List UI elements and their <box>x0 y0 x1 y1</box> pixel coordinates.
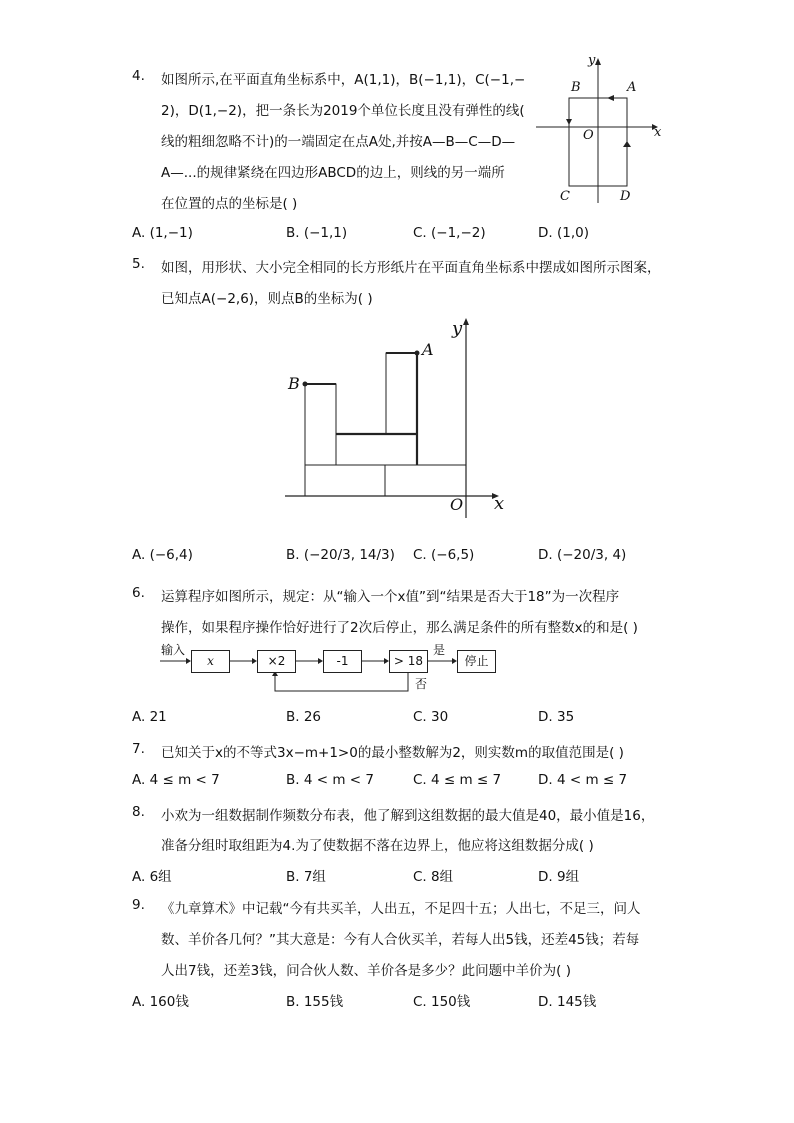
q6-flow-no-label: 否 <box>415 677 428 691</box>
q4-label-a: A <box>627 80 637 95</box>
q6-flow-box-mul: ×2 <box>257 650 296 673</box>
q4-line-1: 如图所示,在平面直角坐标系中，A(1,1)，B(−1,1)，C(−1,− <box>161 72 526 88</box>
q7-option-c: C. 4 ≤ m ≤ 7 <box>413 772 502 788</box>
q4-figure <box>530 55 670 210</box>
q7-number: 7. <box>132 741 145 757</box>
q5-label-a: A <box>422 340 434 359</box>
q9-line-3: 人出7钱，还差3钱，问合伙人数、羊价各是多少？此问题中羊价为( ) <box>161 963 572 979</box>
q7-option-b: B. 4 < m < 7 <box>286 772 374 788</box>
q5-label-x: x <box>494 493 505 514</box>
q7-line-1: 已知关于x的不等式3x−m+1>0的最小整数解为2，则实数m的取值范围是( ) <box>161 745 624 761</box>
q6-option-c: C. 30 <box>413 709 449 725</box>
q4-line-5: 在位置的点的坐标是( ) <box>161 196 298 212</box>
q9-line-2: 数、羊价各几何？”其大意是：今有人合伙买羊，若每人出5钱，还差45钱；若每 <box>161 932 640 948</box>
q5-option-a: A. (−6,4) <box>132 547 193 563</box>
q9-option-b: B. 155钱 <box>286 994 344 1010</box>
q6-number: 6. <box>132 585 145 601</box>
q8-option-d: D. 9组 <box>538 869 580 885</box>
q6-option-b: B. 26 <box>286 709 322 725</box>
q4-label-o: O <box>583 128 594 143</box>
q8-line-1: 小欢为一组数据制作频数分布表，他了解到这组数据的最大值是40，最小值是16， <box>161 808 655 824</box>
q5-option-b: B. (−20/3, 14/3) <box>286 547 395 563</box>
q5-label-y: y <box>452 318 463 339</box>
q4-label-d: D <box>620 189 631 204</box>
q6-flow-input-label: 输入 <box>161 643 186 657</box>
q8-option-a: A. 6组 <box>132 869 172 885</box>
q4-line-4: A—...的规律紧绕在四边形ABCD的边上，则线的另一端所 <box>161 165 505 181</box>
q4-label-c: C <box>560 189 570 204</box>
q4-label-x: x <box>654 125 662 140</box>
q9-number: 9. <box>132 897 145 913</box>
q5-option-d: D. (−20/3, 4) <box>538 547 627 563</box>
q4-number: 4. <box>132 68 145 84</box>
q8-option-c: C. 8组 <box>413 869 454 885</box>
q4-label-y: y <box>588 53 596 68</box>
q4-option-c: C. (−1,−2) <box>413 225 486 241</box>
q6-line-1: 运算程序如图所示，规定：从“输入一个x值”到“结果是否大于18”为一次程序 <box>161 589 620 605</box>
q8-option-b: B. 7组 <box>286 869 326 885</box>
q6-line-2: 操作，如果程序操作恰好进行了2次后停止，那么满足条件的所有整数x的和是( ) <box>161 620 638 636</box>
q7-option-a: A. 4 ≤ m < 7 <box>132 772 220 788</box>
q8-line-2: 准备分组时取组距为4.为了使数据不落在边界上，他应将这组数据分成( ) <box>161 838 594 854</box>
q4-option-d: D. (1,0) <box>538 225 589 241</box>
q8-number: 8. <box>132 804 145 820</box>
q9-line-1: 《九章算术》中记载“今有共买羊，人出五，不足四十五；人出七，不足三，问人 <box>161 901 641 917</box>
q5-figure <box>280 315 510 525</box>
q4-line-3: 线的粗细忽略不计)的一端固定在点A处,并按A—B—C—D— <box>161 134 516 150</box>
q9-option-c: C. 150钱 <box>413 994 471 1010</box>
q5-label-o: O <box>450 495 464 514</box>
q5-label-b: B <box>288 374 300 393</box>
q4-option-b: B. (−1,1) <box>286 225 348 241</box>
q6-flow-box-stop: 停止 <box>457 650 496 673</box>
q6-flow-box-cmp: > 18 <box>389 650 428 673</box>
q6-flow-box-x: x <box>191 650 230 673</box>
q4-line-2: 2)，D(1,−2)，把一条长为2019个单位长度且没有弹性的线( <box>161 103 525 119</box>
q4-option-a: A. (1,−1) <box>132 225 193 241</box>
q6-flow-box-sub: -1 <box>323 650 362 673</box>
q7-option-d: D. 4 < m ≤ 7 <box>538 772 628 788</box>
q5-option-c: C. (−6,5) <box>413 547 475 563</box>
q9-option-a: A. 160钱 <box>132 994 189 1010</box>
q9-option-d: D. 145钱 <box>538 994 597 1010</box>
q6-option-d: D. 35 <box>538 709 575 725</box>
q6-flow-yes-label: 是 <box>433 643 446 657</box>
q5-number: 5. <box>132 256 145 272</box>
q4-label-b: B <box>571 80 581 95</box>
q5-line-2: 已知点A(−2,6)，则点B的坐标为( ) <box>161 291 373 307</box>
q5-line-1: 如图，用形状、大小完全相同的长方形纸片在平面直角坐标系中摆成如图所示图案， <box>161 260 661 276</box>
q6-option-a: A. 21 <box>132 709 167 725</box>
